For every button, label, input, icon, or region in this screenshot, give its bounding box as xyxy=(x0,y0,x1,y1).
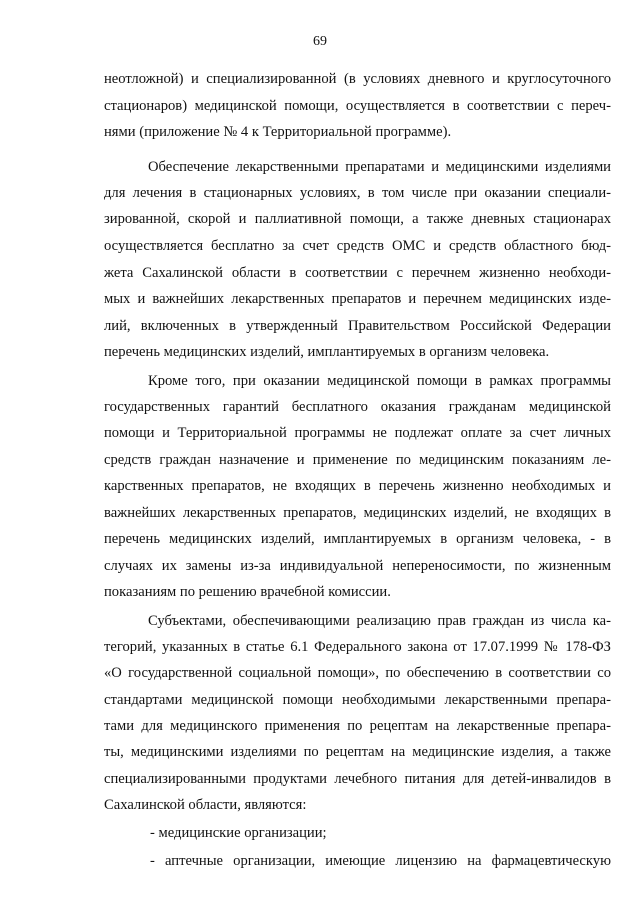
text-line: Субъектами, обеспечивающими реализацию прав граждан из числа ка- xyxy=(148,613,611,629)
text-line: случаях их замены из-за индивидуальной непереносимости, по жизненным xyxy=(104,558,611,574)
text-line: осуществляется бесплатно за счет средств ОМС и средств областного бюд- xyxy=(104,238,611,254)
text-line: - аптечные организации, имеющие лицензию на фармацевтическую xyxy=(150,853,611,869)
text-line: карственных препаратов, не входящих в перечень жизненно необходимых и xyxy=(104,478,611,494)
text-line: перечень медицинских изделий, имплантируемых в организм человека, - в xyxy=(104,531,611,547)
text-line: мых и важнейших лекарственных препаратов и перечнем медицинских изде- xyxy=(104,291,611,307)
text-line: средств граждан назначение и применение по медицинским показаниям ле- xyxy=(104,452,611,468)
text-line: лий, включенных в утвержденный Правительством Российской Федерации xyxy=(104,318,611,334)
text-line: тами для медицинского применения по рецептам на лекарственные препара- xyxy=(104,718,611,734)
text-line: специализированными продуктами лечебного питания для детей-инвалидов в xyxy=(104,771,611,787)
text-line: Сахалинской области, являются: xyxy=(104,797,307,813)
text-line: ты, медицинскими изделиями по рецептам на медицинские изделия, а также xyxy=(104,744,611,760)
text-line: жета Сахалинской области в соответствии с перечнем жизненно необходи- xyxy=(104,265,611,281)
text-line: неотложной) и специализированной (в условиях дневного и круглосуточного xyxy=(104,71,611,87)
text-line: перечень медицинских изделий, имплантируемых в организм человека. xyxy=(104,344,550,360)
text-line: - медицинские организации; xyxy=(150,825,327,841)
text-line: важнейших лекарственных препаратов, медицинских изделий, не входящих в xyxy=(104,505,611,521)
text-line: стационаров) медицинской помощи, осуществляется в соответствии с переч- xyxy=(104,98,611,114)
text-line: помощи и Территориальной программы не подлежат оплате за счет личных xyxy=(104,425,611,441)
text-line: стандартами медицинской помощи необходимыми лекарственными препара- xyxy=(104,692,611,708)
page-number: 69 xyxy=(313,34,327,49)
text-line: для лечения в стационарных условиях, в том числе при оказании специали- xyxy=(104,185,611,201)
text-line: Обеспечение лекарственными препаратами и медицинскими изделиями xyxy=(148,159,611,175)
text-line: государственных гарантий бесплатного оказания гражданам медицинской xyxy=(104,399,611,415)
text-line: «О государственной социальной помощи», по обеспечению в соответствии со xyxy=(104,665,611,681)
text-line: Кроме того, при оказании медицинской помощи в рамках программы xyxy=(148,373,611,389)
text-line: показаниям по решению врачебной комиссии. xyxy=(104,584,391,600)
text-line: тегорий, указанных в статье 6.1 Федерального закона от 17.07.1999 № 178-ФЗ xyxy=(104,639,611,655)
text-line: зированной, скорой и паллиативной помощи, а также дневных стационарах xyxy=(104,211,611,227)
text-line: нями (приложение № 4 к Территориальной программе). xyxy=(104,124,452,140)
